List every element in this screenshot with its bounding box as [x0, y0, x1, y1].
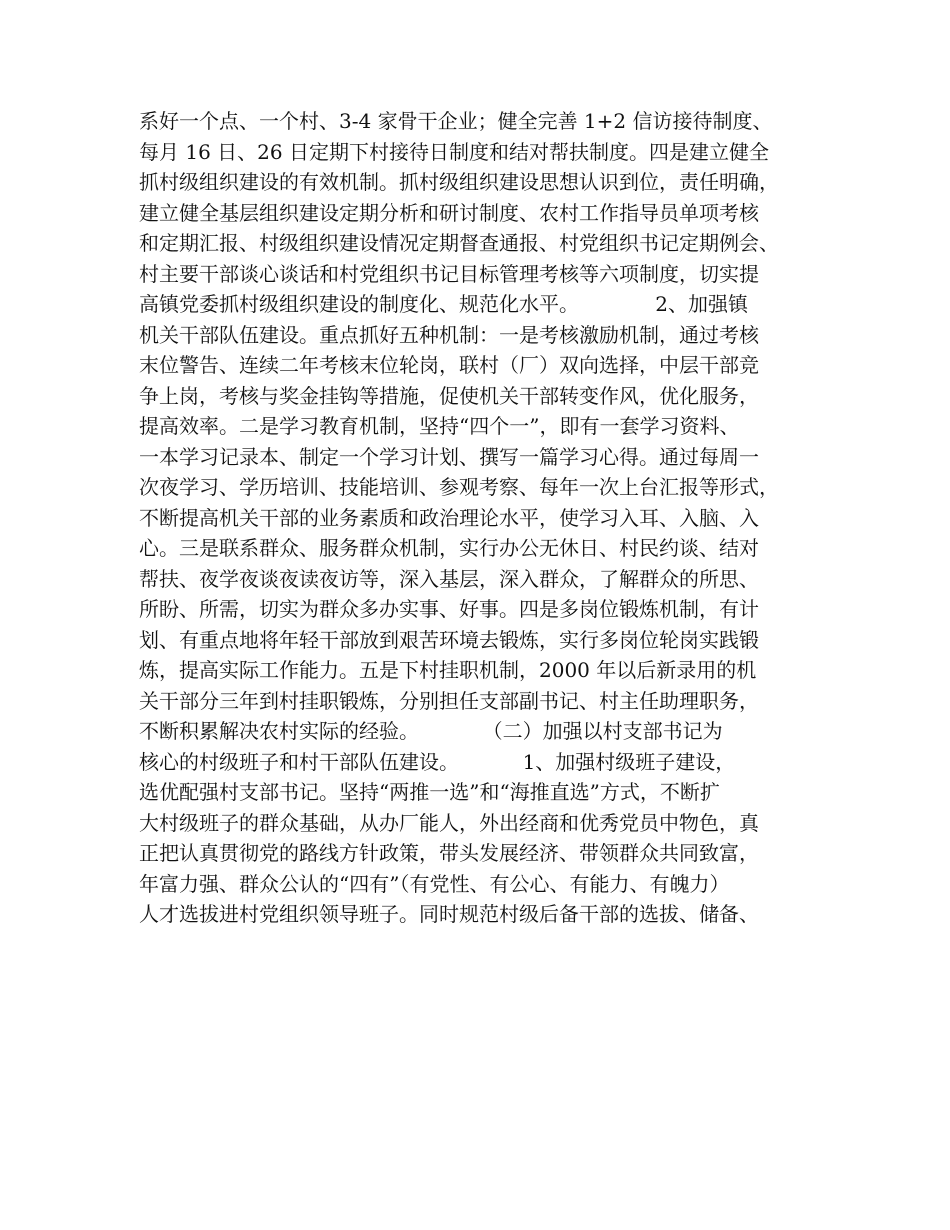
text-line: 选优配强村支部书记。坚持“两推一选”和“海推直选”方式，不断扩	[139, 780, 720, 804]
text-line: 一本学习记录本、制定一个学习计划、撰写一篇学习心得。通过每周一	[139, 444, 759, 469]
text-line: 心。三是联系群众、服务群众机制，实行办公无休日、村民约谈、结对	[139, 536, 759, 560]
text-line: 村主要干部谈心谈话和村党组织书记目标管理考核等六项制度，切实提	[139, 261, 759, 286]
text-line: 末位警告、连续二年考核末位轮岗，联村（厂）双向选择，中层干部竞	[139, 353, 759, 377]
text-line: 次夜学习、学历培训、技能培训、参观考察、每年一次上台汇报等形式，	[139, 475, 779, 499]
text-line: 帮扶、夜学夜谈夜读夜访等，深入基层，深入群众，了解群众的所思、	[139, 566, 759, 591]
text-line: 大村级班子的群众基础，从办厂能人，外出经商和优秀党员中物色，真	[139, 810, 759, 835]
text-line: 年富力强、群众公认的“四有”（有党性、有公心、有能力、有魄力）	[139, 871, 730, 896]
text-line: 和定期汇报、村级组织建设情况定期督查通报、村党组织书记定期例会、	[139, 231, 779, 255]
text-line: 所盼、所需，切实为群众多办实事、好事。四是多岗位锻炼机制，有计	[139, 597, 759, 621]
body-text	[139, 106, 839, 930]
text-line: 关干部分三年到村挂职锻炼，分别担任支部副书记、村主任助理职务，	[139, 688, 759, 713]
text-line: 高镇党委抓村级组织建设的制度化、规范化水平。 2、加强镇	[139, 292, 749, 316]
text-line: 抓村级组织建设的有效机制。抓村级组织建设思想认识到位，责任明确，	[139, 170, 779, 194]
text-line: 争上岗，考核与奖金挂钩等措施，促使机关干部转变作风，优化服务，	[139, 383, 759, 408]
text-line: 人才选拔进村党组织领导班子。同时规范村级后备干部的选拔、储备、	[139, 902, 759, 926]
text-line: 不断提高机关干部的业务素质和政治理论水平，使学习入耳、入脑、入	[139, 505, 759, 530]
text-line: 不断积累解决农村实际的经验。 （二）加强以村支部书记为	[139, 719, 723, 743]
text-line: 系好一个点、一个村、3-4 家骨干企业；健全完善 1+2 信访接待制度、	[139, 109, 773, 133]
text-line: 炼，提高实际工作能力。五是下村挂职机制，2000 年以后新录用的机	[139, 658, 757, 682]
text-line: 每月 16 日、26 日定期下村接待日制度和结对帮扶制度。四是建立健全	[139, 139, 769, 164]
text-line: 划、有重点地将年轻干部放到艰苦环境去锻炼，实行多岗位轮岗实践锻	[139, 627, 759, 652]
text-line: 正把认真贯彻党的路线方针政策，带头发展经济、带领群众共同致富，	[139, 841, 759, 865]
text-line: 核心的村级班子和村干部队伍建设。 1、加强村级班子建设，	[139, 749, 736, 774]
text-line: 提高效率。二是学习教育机制，坚持“四个一”，即有一套学习资料、	[139, 414, 740, 438]
text-line: 建立健全基层组织建设定期分析和研讨制度、农村工作指导员单项考核	[139, 200, 759, 225]
text-line: 机关干部队伍建设。重点抓好五种机制：一是考核激励机制，通过考核	[139, 322, 759, 347]
